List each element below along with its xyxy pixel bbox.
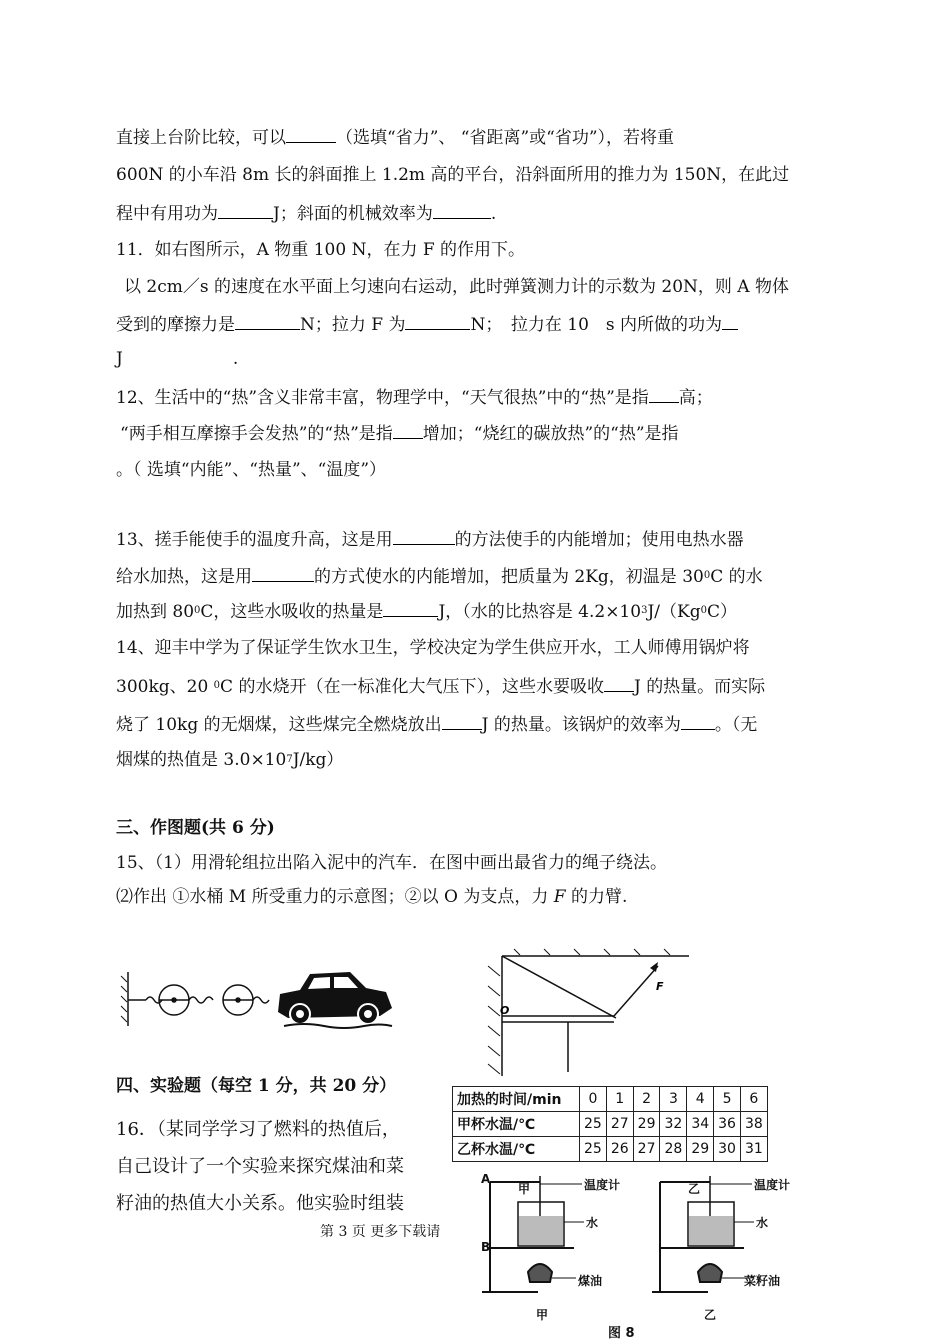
q14-line2: 300kg、20 $^0$C 的水烧开（在一标准化大气压下），这些水要吸收 J 的热量。而实际 bbox=[116, 677, 766, 697]
thermometer-label-right: 温度计 bbox=[754, 1178, 791, 1192]
figure-caption: 图 8 bbox=[608, 1326, 635, 1341]
q11-line4: J . bbox=[116, 349, 239, 369]
q15-line1: 15、（1）用滑轮组拉出陷入泥中的汽车．在图中画出最省力的绳子绕法。 bbox=[116, 853, 667, 873]
water-label-left: 水 bbox=[586, 1216, 599, 1230]
table-cell: 30 bbox=[714, 1137, 741, 1162]
table-cell: 27 bbox=[633, 1137, 660, 1162]
table-cell: 1 bbox=[606, 1087, 633, 1112]
table-cell: 26 bbox=[606, 1137, 633, 1162]
table-row bbox=[453, 1112, 768, 1137]
table-cell: 25 bbox=[580, 1112, 607, 1137]
q14-line4: 烟煤的热值是 $3.0\times 10^7J/kg$） bbox=[116, 750, 344, 770]
label-b: B bbox=[481, 1240, 491, 1254]
table-cell: 3 bbox=[660, 1087, 687, 1112]
q14-line3: 烧了 10kg 的无烟煤，这些煤完全燃烧放出 J 的热量。该锅炉的效率为 。（无 bbox=[116, 715, 758, 735]
blank[interactable] bbox=[393, 422, 423, 439]
q15-line2: ⑵作出 ①水桶 M 所受重力的示意图；②以 O 为支点，力 F 的力臂. bbox=[116, 887, 628, 907]
table-cell: 6 bbox=[740, 1087, 767, 1112]
blank[interactable] bbox=[218, 202, 273, 219]
fuel-label-right: 菜籽油 bbox=[744, 1274, 781, 1288]
name-label-right: 乙 bbox=[704, 1308, 717, 1322]
blank[interactable] bbox=[286, 126, 336, 143]
blank[interactable] bbox=[405, 313, 470, 330]
lever-figure bbox=[484, 948, 694, 1080]
q12-line2: “两手相互摩擦手会发热”的“热”是指 增加；“烧红的碳放热”的“热”是指 bbox=[120, 424, 679, 444]
force-label: F bbox=[656, 980, 664, 993]
table-cell: 4 bbox=[687, 1087, 714, 1112]
blank[interactable] bbox=[649, 386, 679, 403]
table-row bbox=[453, 1087, 768, 1112]
footer: 第 3 页 更多下载请 bbox=[320, 1224, 441, 1240]
blank[interactable] bbox=[393, 528, 455, 545]
table-cell: 32 bbox=[660, 1112, 687, 1137]
q13-line2: 给水加热，这是用 的方式使水的内能增加，把质量为 2Kg，初温是 $30^0C$ 的水 bbox=[116, 567, 763, 587]
blank[interactable] bbox=[235, 313, 300, 330]
q13-line1: 13、搓手能使手的温度升高，这是用 的方法使手的内能增加；使用电热水器 bbox=[116, 530, 744, 550]
blank[interactable] bbox=[442, 713, 482, 730]
q13-line3: 加热到 $80^0C$，这些水吸收的热量是 J，（水的比热容是 $4.2\times 10^3J/(Kg^0C)$ bbox=[116, 602, 737, 622]
pulley-car-figure bbox=[118, 960, 400, 1040]
row-header: 甲杯水温/℃ bbox=[453, 1112, 580, 1137]
table-cell: 36 bbox=[714, 1112, 741, 1137]
row-header: 乙杯水温/℃ bbox=[453, 1137, 580, 1162]
table-row bbox=[453, 1137, 768, 1162]
blank[interactable] bbox=[252, 565, 314, 582]
table-cell: 38 bbox=[740, 1112, 767, 1137]
q10-line1: 直接上台阶比较，可以 （选填“省力”、 “省距离”或“省功”），若将重 bbox=[116, 128, 675, 148]
table-cell: 28 bbox=[660, 1137, 687, 1162]
car-icon bbox=[278, 972, 392, 1028]
table-cell: 25 bbox=[580, 1137, 607, 1162]
q11-line2: 以 2cm／s 的速度在水平面上匀速向右运动，此时弹簧测力计的示数为 20N，则 A 物体 bbox=[124, 277, 789, 297]
table-cell: 29 bbox=[687, 1137, 714, 1162]
q16-text: 16．（某同学学习了燃料的热值后， 自己设计了一个实验来探究煤油和菜 籽油的热值大小关系。他实验时组装 bbox=[116, 1119, 404, 1214]
table-cell: 5 bbox=[714, 1087, 741, 1112]
table-cell: 0 bbox=[580, 1087, 607, 1112]
blank[interactable] bbox=[383, 600, 438, 617]
table-cell: 29 bbox=[633, 1112, 660, 1137]
q14-line1: 14、迎丰中学为了保证学生饮水卫生，学校决定为学生供应开水，工人师傅用锅炉将 bbox=[116, 638, 750, 658]
cup-label-right: 乙 bbox=[688, 1182, 701, 1196]
pivot-label: O bbox=[500, 1004, 510, 1017]
cup-label-left: 甲 bbox=[518, 1182, 531, 1196]
q11-line3: 受到的摩擦力是 N；拉力 F 为 N； 拉力在 10 s 内所做的功为 bbox=[116, 313, 738, 336]
table-cell: 27 bbox=[606, 1112, 633, 1137]
section-3-heading: 三、作图题(共 6 分) bbox=[116, 818, 275, 838]
q10-line3: 程中有用功为 J；斜面的机械效率为 . bbox=[116, 204, 497, 224]
row-header: 加热的时间/min bbox=[453, 1087, 580, 1112]
blank[interactable] bbox=[681, 713, 715, 730]
name-label-left: 甲 bbox=[536, 1308, 549, 1322]
q11-line1: 11．如右图所示，A 物重 100 N，在力 F 的作用下。 bbox=[116, 240, 526, 260]
table-cell: 2 bbox=[633, 1087, 660, 1112]
q12-line1: 12、生活中的“热”含义非常丰富，物理学中，“天气很热”中的“热”是指 高； bbox=[116, 388, 713, 408]
blank[interactable] bbox=[604, 675, 634, 692]
table-cell: 31 bbox=[740, 1137, 767, 1162]
fuel-label-left: 煤油 bbox=[578, 1274, 603, 1288]
thermometer-label-left: 温度计 bbox=[584, 1178, 621, 1192]
table-cell: 34 bbox=[687, 1112, 714, 1137]
label-a: A bbox=[481, 1172, 491, 1186]
q12-line3: 。（ 选填“内能”、“热量”、“温度”） bbox=[116, 460, 387, 480]
section-4-heading: 四、实验题（每空 1 分，共 20 分） bbox=[116, 1076, 397, 1096]
water-label-right: 水 bbox=[756, 1216, 769, 1230]
q10-line2: 600N 的小车沿 8m 长的斜面推上 1.2m 高的平台，沿斜面所用的推力为 150N，在此过 bbox=[116, 165, 790, 185]
temperature-table bbox=[452, 1086, 768, 1162]
blank[interactable] bbox=[433, 202, 491, 219]
blank[interactable] bbox=[722, 313, 738, 330]
